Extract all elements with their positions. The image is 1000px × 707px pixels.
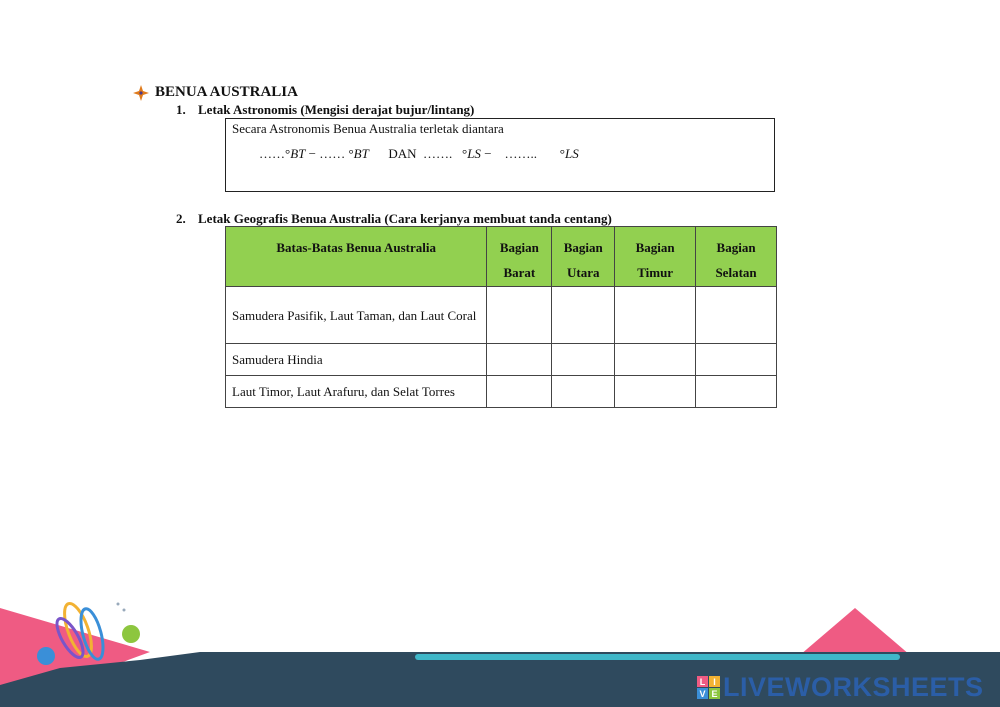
unit-ls-2: LS: [564, 146, 579, 161]
blank-latitude-1[interactable]: DAN ……. °: [368, 146, 468, 161]
header-batas: Batas-Batas Benua Australia: [226, 227, 487, 287]
check-cell-utara[interactable]: [552, 287, 615, 344]
table-row: [226, 287, 777, 344]
check-cell-utara[interactable]: [552, 376, 615, 408]
section-heading: [133, 84, 298, 101]
check-cell-timur[interactable]: [615, 344, 696, 376]
astronomy-blanks[interactable]: [259, 146, 579, 162]
row-label: Samudera Pasifik, Laut Taman, dan Laut Coral: [226, 287, 487, 344]
row-label: Samudera Hindia: [226, 344, 487, 376]
star-bullet-icon: [133, 85, 149, 101]
unit-ls-1: LS: [467, 146, 481, 161]
boundaries-table: [225, 226, 777, 408]
check-cell-utara[interactable]: [552, 344, 615, 376]
row-label: Laut Timor, Laut Arafuru, dan Selat Torres: [226, 376, 487, 408]
question-2-label: Letak Geografis Benua Australia (Cara kerjanya membuat tanda centang): [198, 211, 612, 226]
cyan-stripe: [415, 654, 900, 660]
logo-badge-icon: L I V E: [697, 676, 720, 699]
green-dot: [122, 625, 140, 643]
question-2-title: [176, 211, 612, 227]
check-cell-barat[interactable]: [487, 287, 552, 344]
logo-wordmark: LIVEWORKSHEETS: [723, 672, 984, 702]
check-cell-barat[interactable]: [487, 344, 552, 376]
astronomy-sentence: Secara Astronomis Benua Australia terletak diantara: [232, 121, 504, 136]
liveworksheets-logo: [697, 672, 984, 703]
header-barat: Bagian Barat: [487, 227, 552, 287]
unit-bt-2: BT: [353, 146, 369, 161]
check-cell-selatan[interactable]: [696, 344, 777, 376]
check-cell-selatan[interactable]: [696, 287, 777, 344]
pink-right-triangle: [800, 608, 910, 655]
table-row: [226, 344, 777, 376]
header-utara: Bagian Utara: [552, 227, 615, 287]
question-2-number: 2.: [176, 211, 186, 226]
astronomy-answer-box: [225, 118, 775, 192]
check-cell-timur[interactable]: [615, 376, 696, 408]
sparkle-dot: [117, 603, 120, 606]
header-timur: Bagian Timur: [615, 227, 696, 287]
question-1-label: Letak Astronomis (Mengisi derajat bujur/lintang): [198, 102, 475, 117]
blue-dot: [37, 647, 55, 665]
question-1-title: [176, 102, 474, 118]
question-1-number: 1.: [176, 102, 186, 117]
unit-bt-1: BT: [290, 146, 306, 161]
blank-longitude-2[interactable]: − …… °: [305, 146, 354, 161]
blank-latitude-2[interactable]: − …….. °: [480, 146, 565, 161]
check-cell-barat[interactable]: [487, 376, 552, 408]
sparkle-dot: [123, 609, 126, 612]
header-selatan: Bagian Selatan: [696, 227, 777, 287]
table-row: [226, 376, 777, 408]
table-header-row: [226, 227, 777, 287]
blank-longitude-1[interactable]: ……°: [259, 146, 291, 161]
check-cell-timur[interactable]: [615, 287, 696, 344]
check-cell-selatan[interactable]: [696, 376, 777, 408]
page-title: BENUA AUSTRALIA: [155, 84, 298, 100]
